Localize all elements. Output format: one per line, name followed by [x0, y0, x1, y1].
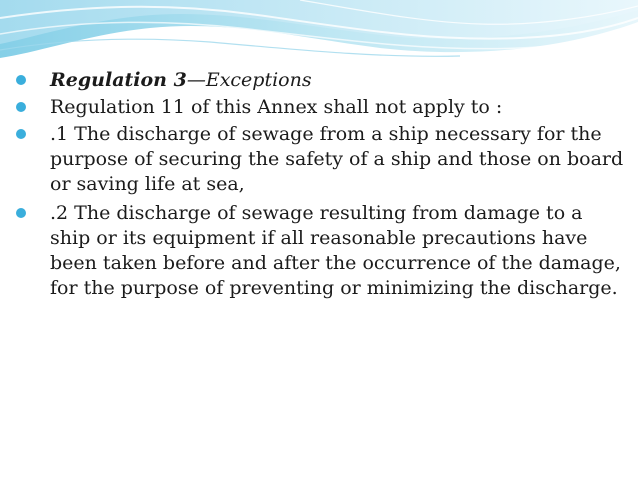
list-item-text: .1 The discharge of sewage from a ship necessary for the purpose of securing the safety of a ship and those on board or saving life at sea,: [50, 123, 624, 195]
bullet-icon: [16, 208, 26, 218]
bullet-icon: [16, 102, 26, 112]
list-item: [16, 122, 626, 197]
list-item-text: Regulation 11 of this Annex shall not apply to :: [50, 96, 503, 118]
list-item: [16, 95, 626, 120]
bullet-icon: [16, 129, 26, 139]
regulation-subtitle: —Exceptions: [186, 69, 312, 91]
regulation-title: Regulation 3: [50, 69, 187, 91]
list-item: [16, 201, 626, 301]
header-wave-decoration: [0, 0, 638, 62]
slide-content: [16, 68, 626, 301]
list-item-heading: [16, 68, 626, 93]
list-item-text: .2 The discharge of sewage resulting from damage to a ship or its equipment if all reasonable precautions have been taken before and after the occurrence of the damage, for the purpose of preventing or minimizing the discharge.: [50, 202, 621, 299]
wave-graphic: [0, 0, 638, 62]
bullet-icon: [16, 75, 26, 85]
